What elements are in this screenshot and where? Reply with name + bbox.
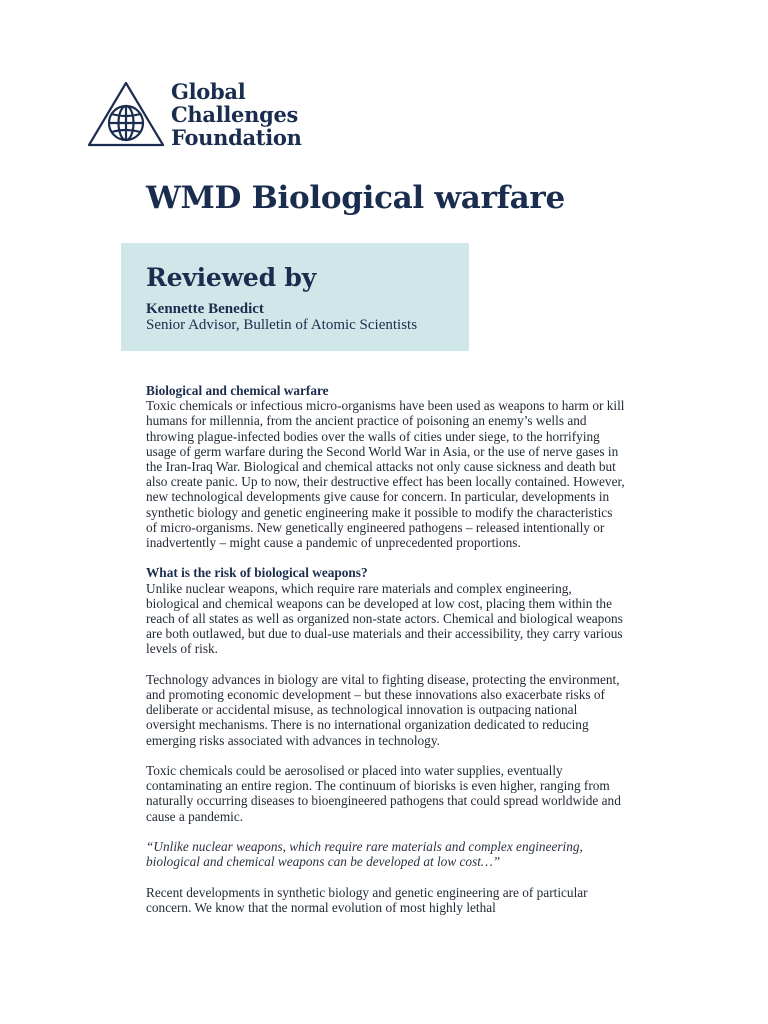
logo-line-challenges: Challenges xyxy=(171,102,299,127)
reviewer-name: Kennette Benedict xyxy=(146,301,264,317)
section-biological-chemical-warfare xyxy=(146,383,626,550)
section-risk-of-biological-weapons xyxy=(146,565,626,656)
pull-quote: “Unlike nuclear weapons, which require rare materials and complex engineering, biological and chemical weapons can be developed at low cost…” xyxy=(146,839,583,870)
reviewer-box xyxy=(121,243,469,351)
paragraph-recent-developments: Recent developments in synthetic biology and genetic engineering are of particular concern. We know that the normal evolution of most highly lethal xyxy=(146,884,588,915)
document-title: WMD Biological warfare xyxy=(146,180,565,216)
paragraph-toxic-chemicals: Toxic chemicals could be aerosolised or placed into water supplies, eventually contaminating an entire region. The continuum of biorisks is even higher, ranging from naturally occurring diseases to bioengineered pathogens that could spread worldwide and cause a pandemic. xyxy=(146,763,621,824)
logo-line-global: Global xyxy=(171,79,246,104)
section-heading: What is the risk of biological weapons? xyxy=(146,565,368,581)
organization-logo xyxy=(87,80,317,150)
logo-line-foundation: Foundation xyxy=(171,125,302,150)
section-heading: Biological and chemical warfare xyxy=(146,383,329,398)
paragraph-technology-advances: Technology advances in biology are vital to fighting disease, protecting the environment, and promoting economic development – but these innovations also exacerbate risks of deliberate or accidental misuse, as technological innovation is outpacing national oversight mechanisms. There is no international organization dedicated to reducing emerging risks associated with advances in technology. xyxy=(146,671,620,748)
section-text: Toxic chemicals or infectious micro-organisms have been used as weapons to harm or kill humans for millennia, from the ancient practice of poisoning an enemy’s wells and throwing plague-infected bodies over the walls of cities under siege, to the horrifying usage of germ warfare during the Second World War in Asia, or the use of nerve gases in the Iran-Iraq War. Biological and chemical attacks not only cause sickness and death but also create panic. Up to now, their destructive effect has been locally contained. However, new technological developments give cause for concern. In particular, developments in synthetic biology and genetic engineering make it possible to modify the characteristics of micro-organisms. New genetically engineered pathogens – released intentionally or inadvertently – might cause a pandemic of unprecedented proportions. xyxy=(146,398,625,551)
organization-name xyxy=(171,80,302,149)
globe-triangle-icon xyxy=(87,80,165,148)
section-text: Unlike nuclear weapons, which require rare materials and complex engineering, biological and chemical weapons can be developed at low cost, placing them within the reach of all states as well as organized non-state actors. Chemical and biological weapons are both outlawed, but due to dual-use materials and their accessibility, they carry various levels of risk. xyxy=(146,580,623,657)
article-body xyxy=(146,383,626,930)
reviewed-by-heading: Reviewed by xyxy=(146,263,317,292)
reviewer-role: Senior Advisor, Bulletin of Atomic Scientists xyxy=(146,317,418,333)
